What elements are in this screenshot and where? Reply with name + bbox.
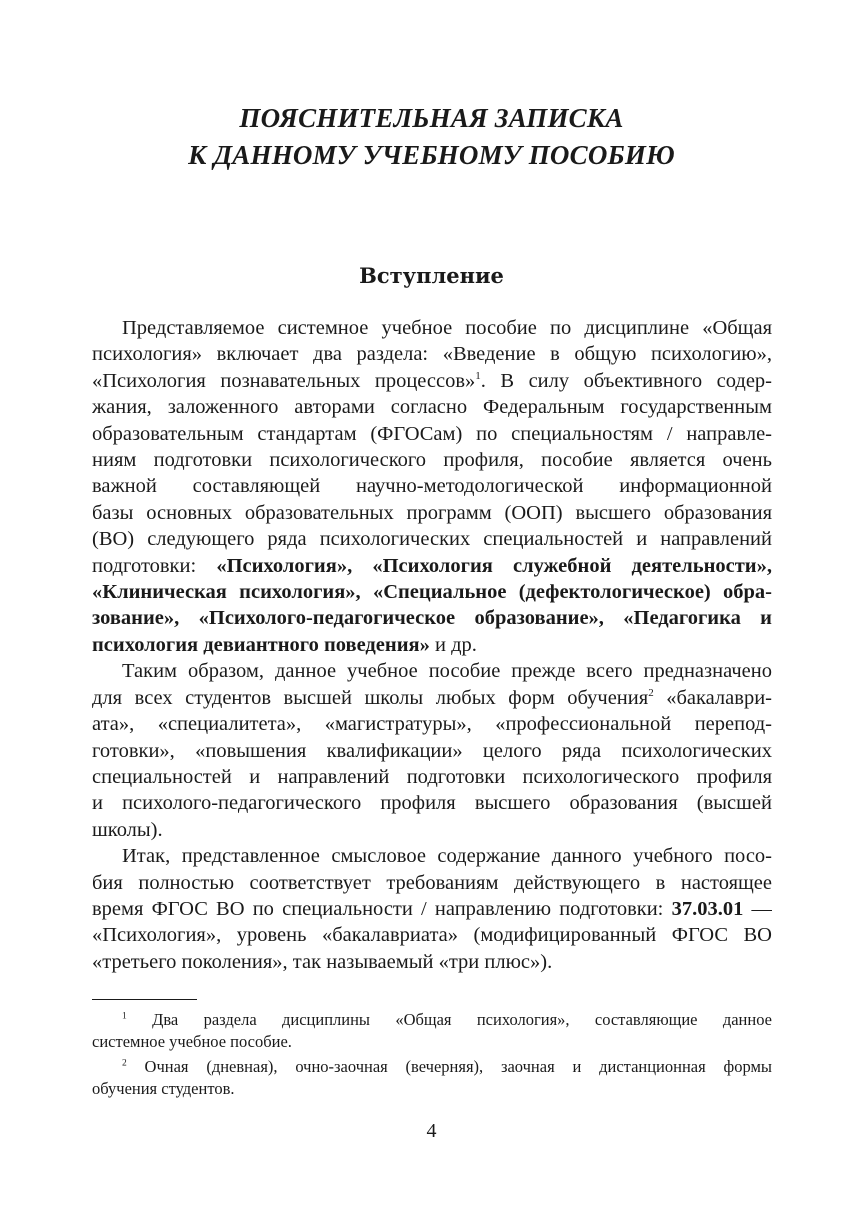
bold-text: «Психология», «Психология служебной деятельности», [216, 554, 772, 577]
text-span: Два раздела дисциплины «Общая психология», составляющие данное [126, 1010, 772, 1029]
footnote-ref-2: 2 [648, 686, 654, 699]
footnote-2 [92, 1056, 772, 1099]
text-line: бия полностью соответствует требованиям действующего в настоящее [92, 871, 772, 894]
text-span: . В силу объективного содер- [480, 369, 772, 392]
footnotes [92, 1009, 772, 1099]
page-number: 4 [426, 1120, 437, 1142]
text-line [92, 579, 772, 605]
bold-code: 37.03.01 [671, 897, 744, 920]
text-line [92, 605, 772, 631]
footnote-ref-1: 1 [475, 369, 481, 382]
text-span: подготовки: [92, 554, 217, 577]
bold-text: зование», «Психолого-педагогическое образование», «Педагогика и [92, 607, 772, 630]
text-line: базы основных образовательных программ (ООП) высшего образования [92, 501, 772, 524]
paragraph-2 [92, 658, 772, 843]
text-line: ниям подготовки психологического профиля, пособие является очень [92, 449, 772, 472]
text-line [92, 368, 772, 394]
text-line [92, 896, 772, 922]
text-span: Очная (дневная), очно-заочная (вечерняя), заочная и дистанционная формы [126, 1057, 772, 1076]
text-line: ата», «специалитета», «магистратуры», «профессиональной перепод- [92, 713, 772, 736]
text-line [92, 685, 772, 711]
footnote-divider [92, 999, 197, 1000]
text-span: время ФГОС ВО по специальности / направлению подготовки: [92, 897, 672, 920]
footnote-line: системное учебное пособие. [92, 1031, 292, 1051]
footnote-1 [92, 1009, 772, 1052]
text-line: жания, заложенного авторами согласно Федеральным государственным [92, 396, 772, 419]
footnote-line: обучения студентов. [92, 1078, 235, 1098]
text-line [92, 632, 772, 658]
text-line: готовки», «повышения квалификации» целого ряда психологических [92, 739, 772, 762]
text-line: Таким образом, данное учебное пособие прежде всего предназначено [122, 660, 772, 683]
text-line [92, 553, 772, 579]
text-span: для всех студентов высшей школы любых форм обучения [92, 686, 649, 709]
text-span: и др. [429, 633, 477, 656]
text-line: Итак, представленное смысловое содержание данного учебного посо- [122, 845, 772, 868]
paragraph-3 [92, 843, 772, 975]
text-span: «Психология познавательных процессов» [92, 369, 476, 392]
body-text [92, 315, 772, 975]
title-line-2: К ДАННОМУ УЧЕБНОМУ ПОСОБИЮ [188, 140, 675, 170]
bold-text: «Клиническая психология», «Специальное (дефектологическое) обра- [92, 581, 772, 604]
text-line: психология» включает два раздела: «Введение в общую психологию», [92, 343, 772, 366]
paragraph-1 [92, 315, 772, 658]
text-line: (ВО) следующего ряда психологических специальностей и направлений [92, 528, 772, 551]
text-line: важной составляющей научно-методологической информационной [92, 475, 772, 498]
footnote-marker: 1 [122, 1011, 127, 1022]
text-line: специальностей и направлений подготовки психологического профиля [92, 765, 772, 788]
footnote-line [92, 1056, 772, 1078]
text-line: и психолого-педагогического профиля высшего образования (высшей [92, 792, 772, 815]
text-span: «бакалаври- [653, 686, 772, 709]
text-line: «третьего поколения», так называемый «три плюс»). [92, 950, 553, 973]
page-title [0, 100, 863, 174]
text-line: «Психология», уровень «бакалавриата» (модифицированный ФГОС ВО [92, 924, 772, 947]
text-line: школы). [92, 818, 163, 841]
section-heading: Вступление [359, 263, 504, 288]
title-line-1: ПОЯСНИТЕЛЬНАЯ ЗАПИСКА [239, 103, 624, 133]
footnote-marker: 2 [122, 1058, 127, 1069]
footnote-line [92, 1009, 772, 1031]
text-span: — [743, 897, 772, 920]
bold-text: психология девиантного поведения» [92, 633, 430, 656]
text-line: образовательным стандартам (ФГОСам) по специальностям / направле- [92, 422, 772, 445]
text-line: Представляемое системное учебное пособие по дисциплине «Общая [122, 317, 772, 339]
